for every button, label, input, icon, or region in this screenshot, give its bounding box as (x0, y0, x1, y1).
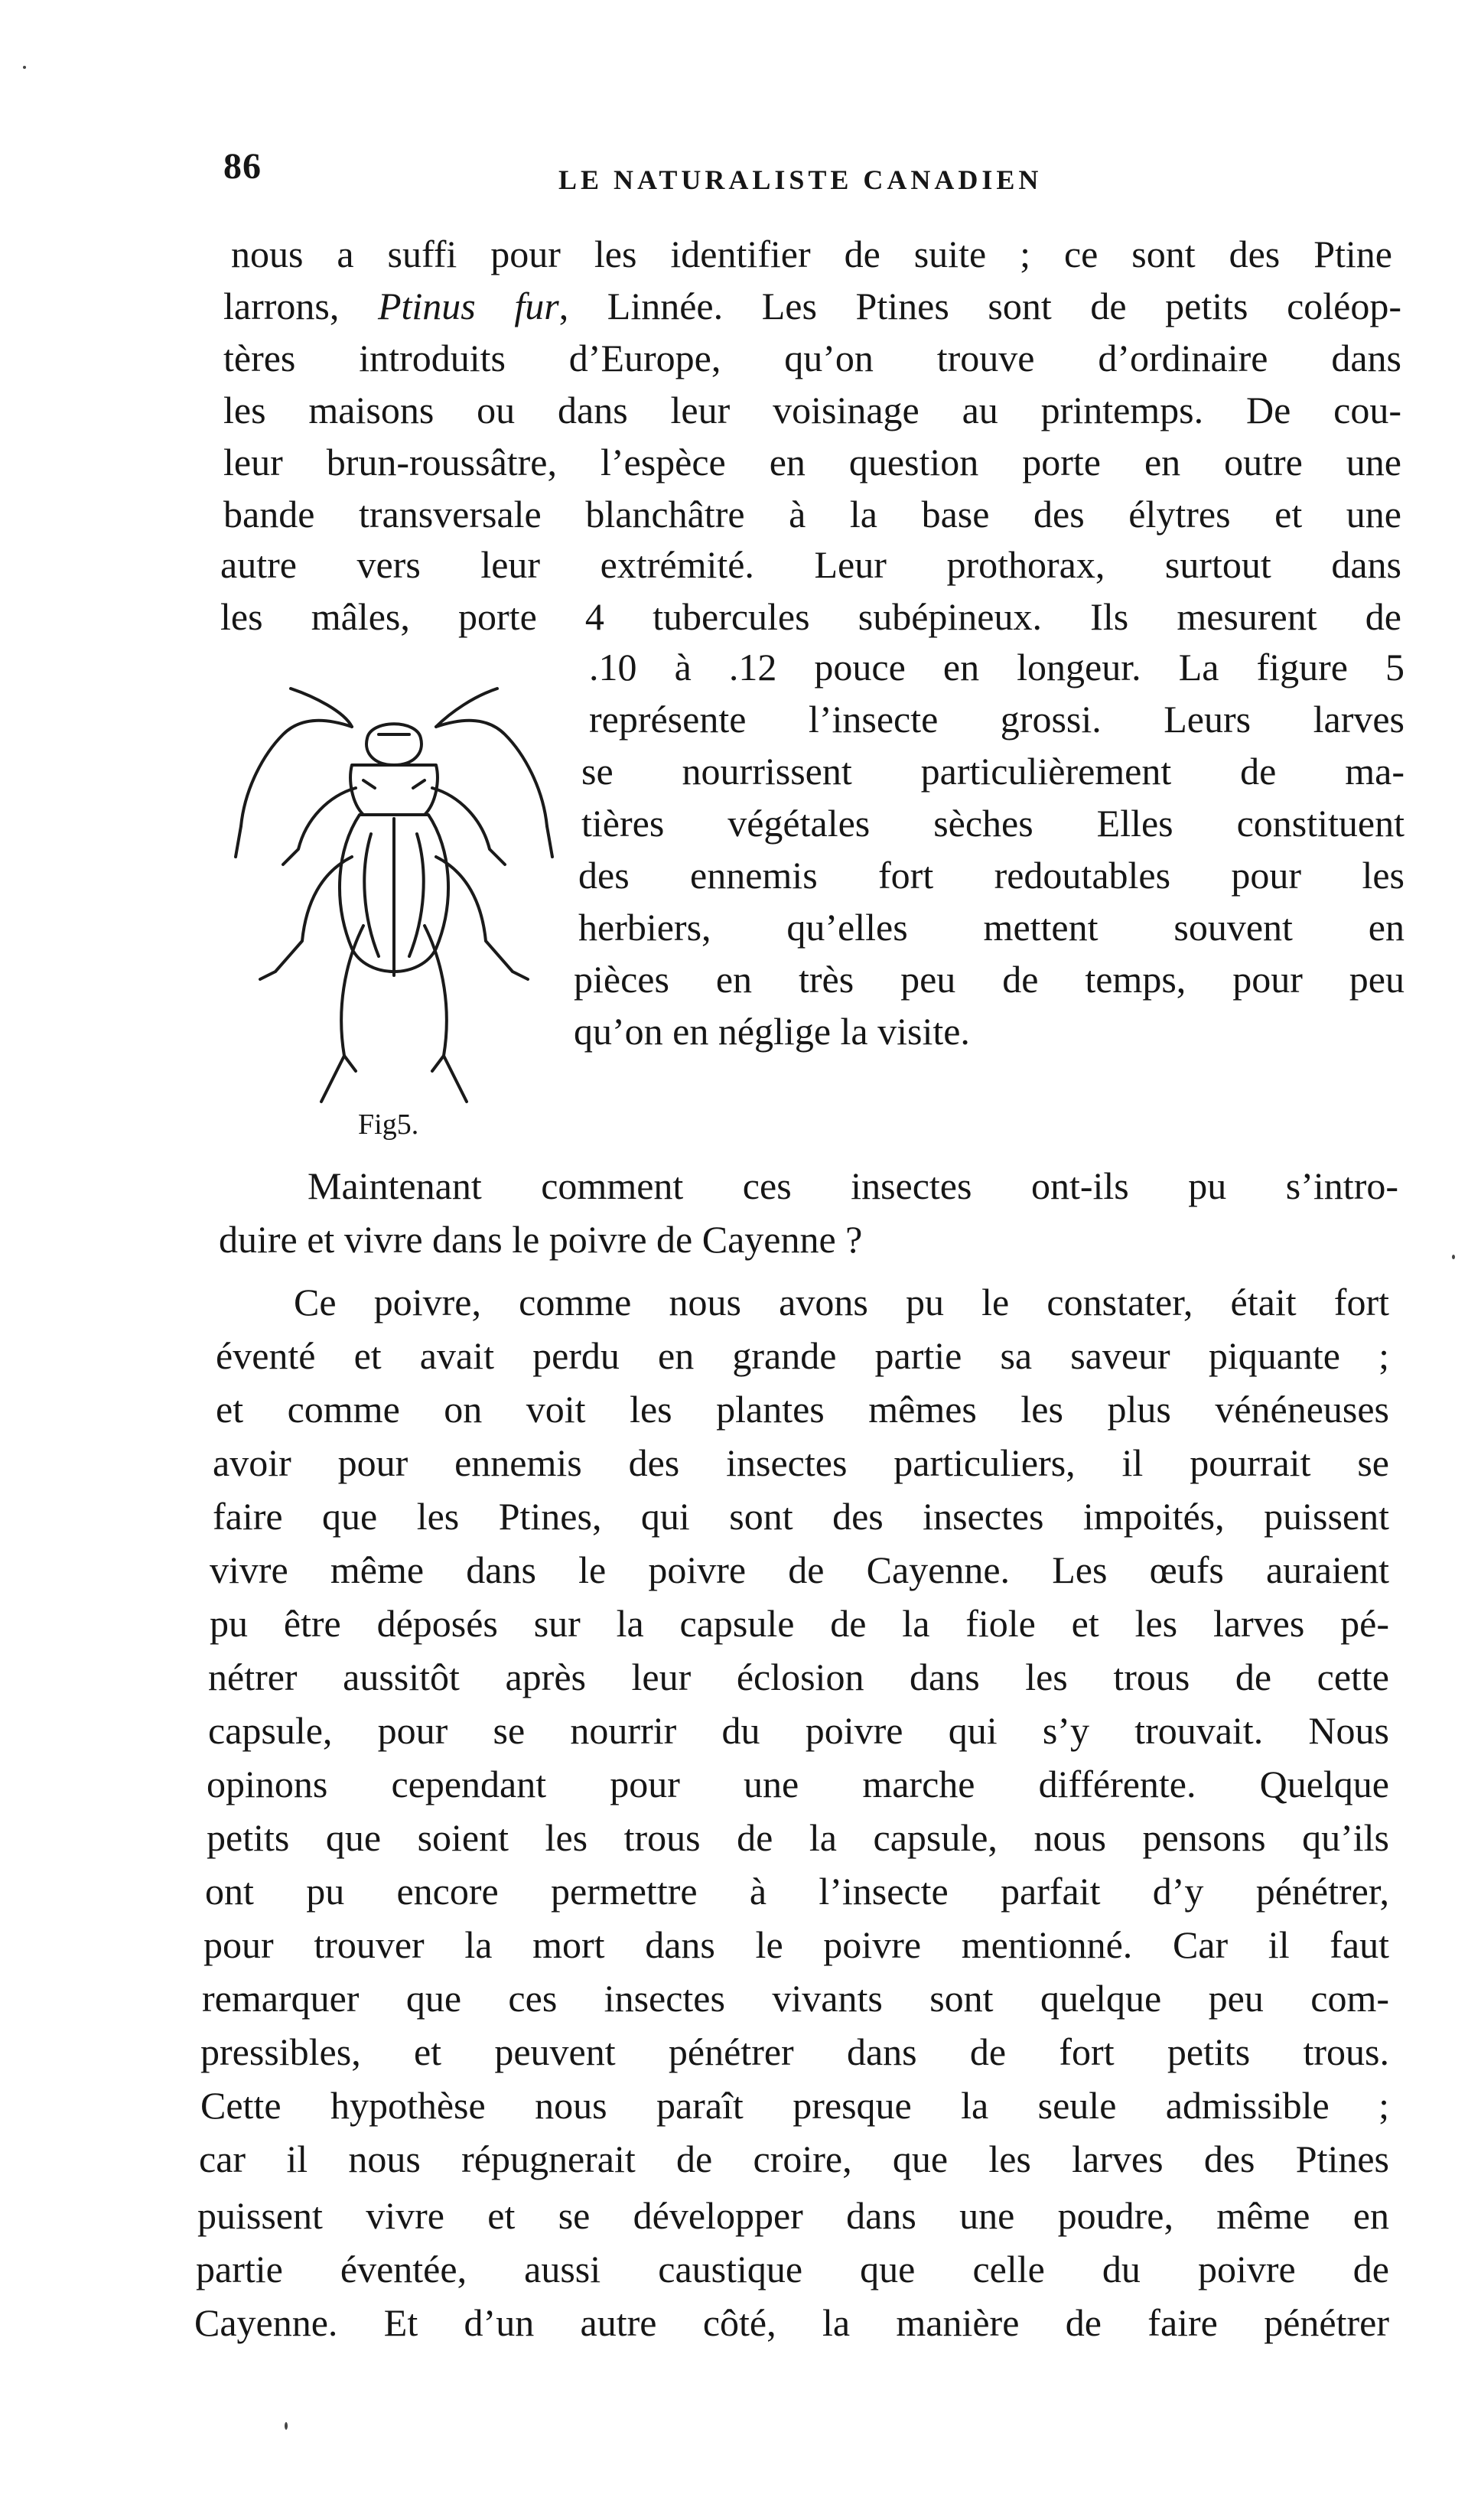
text-line: se nourrissent particulièrement de ma- (581, 750, 1405, 793)
text-line: pour trouver la mort dans le poivre mentionné. Car il faut (203, 1923, 1389, 1966)
text-run: nous a suffi pour les identifier de suite ; ce sont des Ptine (231, 233, 1392, 275)
text-line: capsule, pour se nourrir du poivre qui s’y trouvait. Nous (208, 1709, 1389, 1752)
text-line: faire que les Ptines, qui sont des insectes impoités, puissent (213, 1495, 1389, 1538)
figure-caption: Fig5. (358, 1109, 419, 1141)
text-line: car il nous répugnerait de croire, que les larves des Ptines (199, 2137, 1389, 2180)
text-line: avoir pour ennemis des insectes particuliers, il pourrait se (213, 1441, 1389, 1484)
text-line: opinons cependant pour une marche différente. Quelque (207, 1763, 1389, 1805)
text-line: vivre même dans le poivre de Cayenne. Les œufs auraient (210, 1548, 1389, 1591)
text-line: les mâles, porte 4 tubercules subépineux. Ils mesurent de (220, 595, 1401, 638)
text-line: pressibles, et peuvent pénétrer dans de fort petits trous. (200, 2030, 1389, 2073)
text-line: tères introduits d’Europe, qu’on trouve d’ordinaire dans (223, 337, 1401, 379)
text-line: représente l’insecte grossi. Leurs larves (589, 698, 1405, 741)
scan-speck (1452, 1255, 1455, 1259)
text-line: Maintenant comment ces insectes ont-ils pu s’intro- (308, 1164, 1398, 1207)
text-run: , Linnée. Les Ptines sont de petits coléop- (558, 285, 1402, 327)
text-line: .10 à .12 pouce en longeur. La figure 5 (589, 646, 1405, 689)
text-line: petits que soient les trous de la capsule, nous pensons qu’ils (207, 1816, 1389, 1859)
text-line: remarquer que ces insectes vivants sont quelque peu com- (202, 1977, 1389, 2020)
text-line: qu’on en néglige la visite. (574, 1010, 970, 1053)
text-line: partie éventée, aussi caustique que celle du poivre de (196, 2248, 1389, 2290)
text-line: tières végétales sèches Elles constituent (581, 802, 1405, 845)
text-line: ont pu encore permettre à l’insecte parfait d’y pénétrer, (205, 1870, 1389, 1913)
page-number: 86 (223, 146, 262, 187)
text-run: larrons, (223, 285, 378, 327)
text-line: Cayenne. Et d’un autre côté, la manière de faire pénétrer (194, 2301, 1389, 2344)
text-line (231, 231, 1392, 277)
text-line: Cette hypothèse nous paraît presque la seule admissible ; (200, 2084, 1389, 2127)
text-line: les maisons ou dans leur voisinage au printemps. De cou- (223, 389, 1401, 431)
text-line: pièces en très peu de temps, pour peu (574, 958, 1405, 1001)
text-line: puissent vivre et se développer dans une poudre, même en (197, 2194, 1389, 2237)
text-line: et comme on voit les plantes mêmes les plus vénéneuses (216, 1388, 1389, 1431)
text-line: éventé et avait perdu en grande partie sa saveur piquante ; (216, 1334, 1389, 1377)
scan-speck (23, 66, 26, 69)
text-line: duire et vivre dans le poivre de Cayenne ? (219, 1218, 863, 1261)
species-name: Ptinus fur (377, 285, 559, 327)
text-line: leur brun-roussâtre, l’espèce en question porte en outre une (223, 441, 1401, 483)
text-line: des ennemis fort redoutables pour les (578, 854, 1405, 897)
text-line: autre vers leur extrémité. Leur prothorax, surtout dans (220, 543, 1401, 586)
text-line (223, 283, 1401, 329)
text-line: bande transversale blanchâtre à la base des élytres et une (223, 493, 1401, 536)
beetle-illustration (222, 673, 574, 1117)
scan-speck (285, 2422, 288, 2430)
text-line: pu être déposés sur la capsule de la fiole et les larves pé- (210, 1602, 1389, 1645)
text-line: nétrer aussitôt après leur éclosion dans les trous de cette (208, 1656, 1389, 1698)
text-line: Ce poivre, comme nous avons pu le constater, était fort (294, 1281, 1389, 1323)
running-title: LE NATURALISTE CANADIEN (558, 164, 1043, 195)
text-line: herbiers, qu’elles mettent souvent en (578, 906, 1405, 949)
